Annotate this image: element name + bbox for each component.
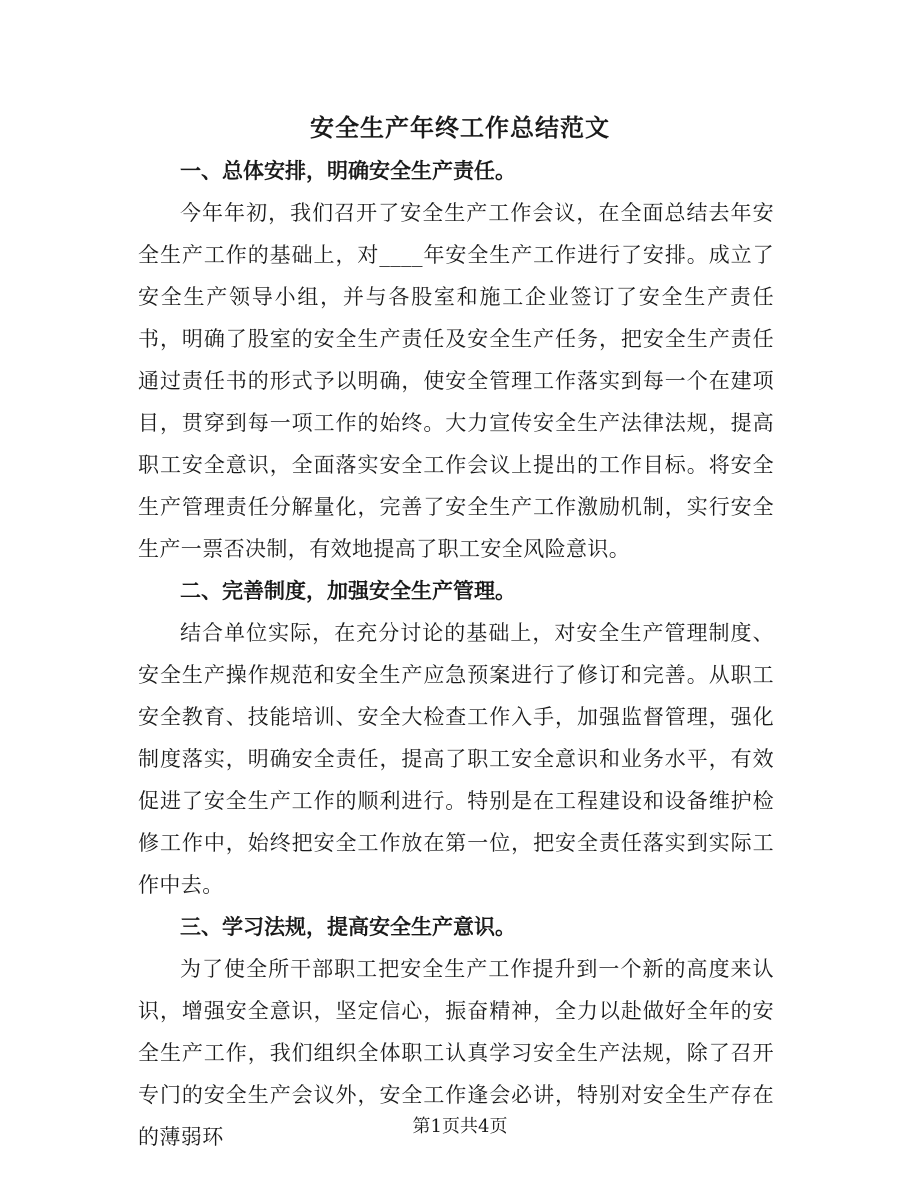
document-body bbox=[138, 150, 774, 1158]
section-paragraph-1: 今年年初，我们召开了安全生产工作会议，在全面总结去年安全生产工作的基础上，对____年安全生产工作进行了安排。成立了安全生产领导小组，并与各股室和施工企业签订了安全生产责任书，明确了股室的安全生产责任及安全生产任务，把安全生产责任通过责任书的形式予以明确，使安全管理工作落实到每一个在建项目，贯穿到每一项工作的始终。大力宣传安全生产法律法规，提高职工安全意识，全面落实安全工作会议上提出的工作目标。将安全生产管理责任分解量化，完善了安全生产工作激励机制，实行安全生产一票否决制，有效地提高了职工安全风险意识。 bbox=[138, 201, 774, 561]
section-heading-3: 三、学习法规，提高安全生产意识。 bbox=[180, 915, 516, 939]
section-paragraph-3: 为了使全所干部职工把安全生产工作提升到一个新的高度来认识，增强安全意识，坚定信心，振奋精神，全力以赴做好全年的安全生产工作，我们组织全体职工认真学习安全生产法规，除了召开专门的安全生产会议外，安全工作逢会必讲，特别对安全生产存在的薄弱环 bbox=[138, 957, 774, 1149]
document-title: 安全生产年终工作总结范文 bbox=[310, 114, 610, 142]
section-paragraph-2: 结合单位实际，在充分讨论的基础上，对安全生产管理制度、安全生产操作规范和安全生产应急预案进行了修订和完善。从职工安全教育、技能培训、安全大检查工作入手，加强监督管理，强化制度落实，明确安全责任，提高了职工安全意识和业务水平，有效促进了安全生产工作的顺利进行。特别是在工程建设和设备维护检修工作中，始终把安全工作放在第一位，把安全责任落实到实际工作中去。 bbox=[138, 621, 774, 897]
page-number-footer: 第1页共4页 bbox=[412, 1116, 508, 1137]
section-heading-2: 二、完善制度，加强安全生产管理。 bbox=[180, 579, 516, 603]
section-heading-1: 一、总体安排，明确安全生产责任。 bbox=[180, 159, 516, 183]
